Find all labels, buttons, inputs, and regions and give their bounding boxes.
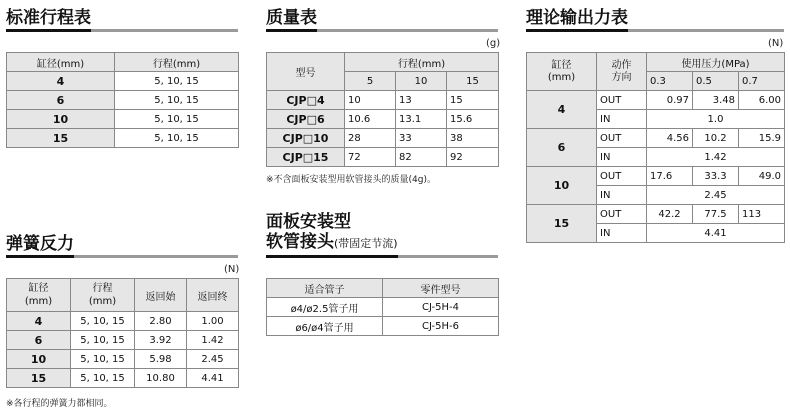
mass-table	[266, 52, 499, 167]
spring-note: ※各行程的弹簧力都相同。	[6, 399, 113, 409]
table-row: IN 2.45	[527, 186, 785, 205]
table-row: CJP□4 10 13 15	[267, 91, 499, 110]
header-stroke-15: 15	[447, 72, 499, 91]
spring-table	[6, 278, 239, 388]
header-pressure-03: 0.3	[647, 72, 693, 91]
table-row: 6 OUT 4.56 10.2 15.9	[527, 129, 785, 148]
fitting-title-line1: 面板安装型	[266, 212, 351, 232]
table-row: 15 OUT 42.2 77.5 113	[527, 205, 785, 224]
fitting-section	[266, 212, 498, 258]
table-row: 6 5, 10, 15 3.92 1.42	[7, 331, 239, 350]
output-unit: (N)	[768, 38, 784, 49]
table-row: 4 5, 10, 15 2.80 1.00	[7, 312, 239, 331]
table-row: 6 5, 10, 15	[7, 91, 239, 110]
header-pressure: 使用压力(MPa)	[647, 53, 785, 72]
table-row: IN 4.41	[527, 224, 785, 243]
spring-unit: (N)	[224, 264, 240, 275]
table-row: IN 1.0	[527, 110, 785, 129]
header-direction: 动作 方向	[597, 53, 647, 91]
table-row: ø6/ø4管子用 CJ-5H-6	[267, 317, 499, 336]
table-row: 10 OUT 17.6 33.3 49.0	[527, 167, 785, 186]
header-stroke: 行程 (mm)	[71, 279, 135, 312]
header-part-number: 零件型号	[383, 279, 499, 298]
table-row: 4 OUT 0.97 3.48 6.00	[527, 91, 785, 110]
header-bore: 缸径(mm)	[7, 53, 115, 72]
standard-stroke-table	[6, 52, 239, 148]
table-row: 15 5, 10, 15	[7, 129, 239, 148]
header-return-end: 返回终	[187, 279, 239, 312]
mass-section	[266, 8, 498, 32]
table-row: 15 5, 10, 15 10.80 4.41	[7, 369, 239, 388]
table-row: 10 5, 10, 15	[7, 110, 239, 129]
header-tube: 适合管子	[267, 279, 383, 298]
fitting-title: 软管接头(带固定节流)	[266, 232, 498, 258]
table-row: 4 5, 10, 15	[7, 72, 239, 91]
table-row: ø4/ø2.5管子用 CJ-5H-4	[267, 298, 499, 317]
header-bore: 缸径 (mm)	[7, 279, 71, 312]
table-row: 10 5, 10, 15 5.98 2.45	[7, 350, 239, 369]
table-row: CJP□10 28 33 38	[267, 129, 499, 148]
header-stroke-5: 5	[345, 72, 396, 91]
header-model: 型号	[267, 53, 345, 91]
mass-unit: (g)	[486, 38, 501, 49]
spring-section	[6, 234, 238, 258]
mass-title: 质量表	[266, 8, 498, 32]
table-row: CJP□15 72 82 92	[267, 148, 499, 167]
output-table	[526, 52, 785, 243]
output-title: 理论输出力表	[526, 8, 784, 32]
table-row: IN 1.42	[527, 148, 785, 167]
standard-stroke-title: 标准行程表	[6, 8, 238, 32]
header-stroke: 行程(mm)	[345, 53, 499, 72]
header-stroke-10: 10	[396, 72, 447, 91]
header-pressure-07: 0.7	[739, 72, 785, 91]
output-section	[526, 8, 784, 32]
mass-note: ※不含面板安装型用软管接头的质量(4g)。	[266, 175, 437, 185]
header-pressure-05: 0.5	[693, 72, 739, 91]
standard-stroke-section	[6, 8, 238, 32]
header-stroke: 行程(mm)	[115, 53, 239, 72]
header-return-start: 返回始	[135, 279, 187, 312]
table-row: CJP□6 10.6 13.1 15.6	[267, 110, 499, 129]
fitting-table	[266, 278, 499, 336]
header-bore: 缸径 (mm)	[527, 53, 597, 91]
spring-title: 弹簧反力	[6, 234, 238, 258]
